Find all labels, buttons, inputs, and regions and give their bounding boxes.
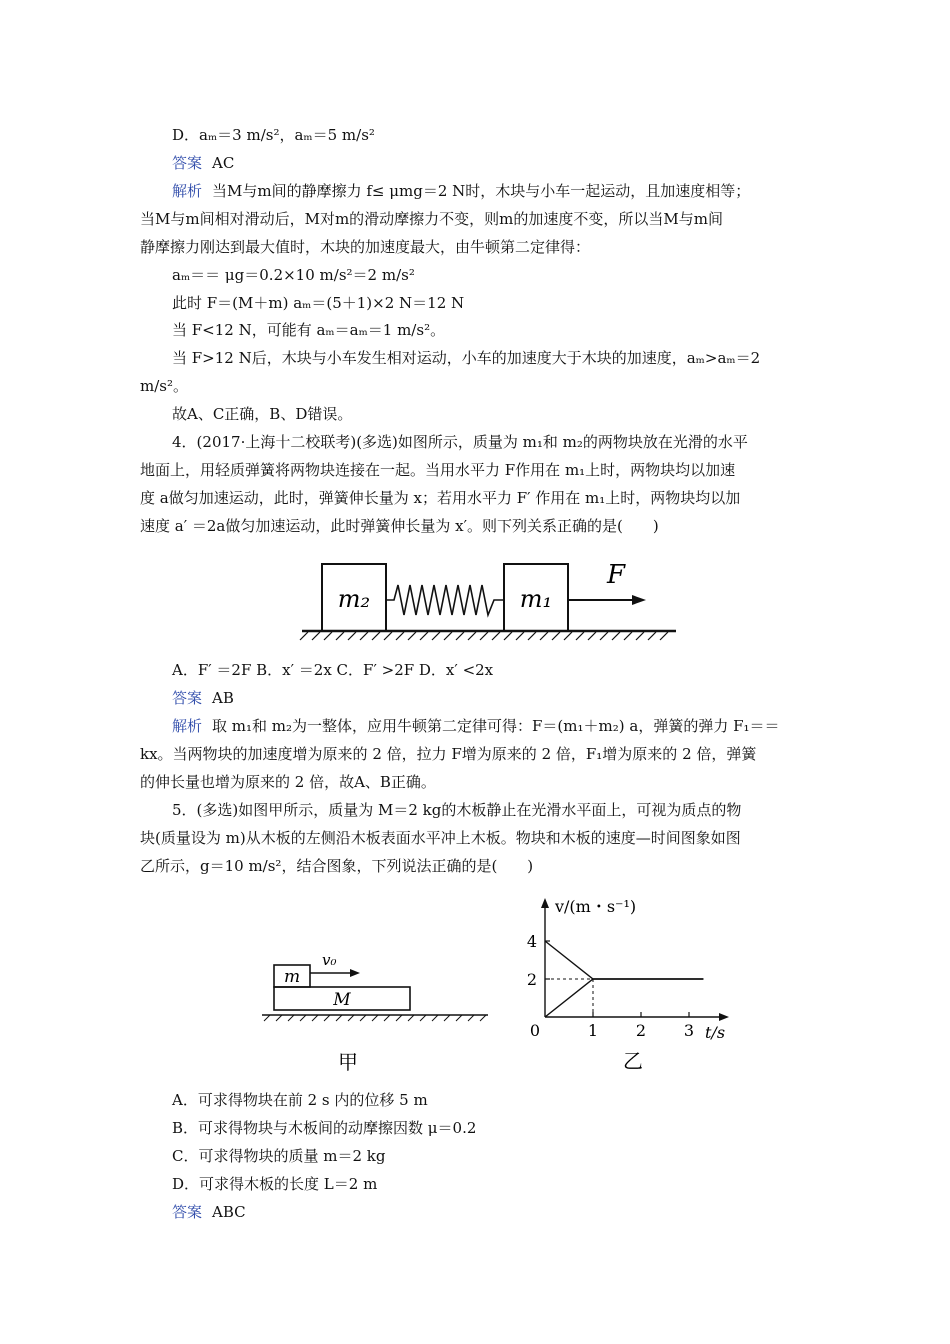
answer-tag: 答案	[172, 689, 203, 707]
y-axis-label: v/(m・s⁻¹)	[555, 897, 637, 916]
answer-tag: 答案	[172, 1203, 203, 1221]
text-line: 乙所示，g＝10 m/s²，结合图象，下列说法正确的是( )	[140, 857, 534, 875]
caption-jia: 甲	[338, 1050, 358, 1074]
answer-value: AB	[212, 689, 234, 707]
text-line: 速度 a′ ＝2a做匀加速运动，此时弹簧伸长量为 x′。则下列关系正确的是( )	[140, 517, 659, 535]
analysis-line	[172, 181, 750, 201]
option-a: A．可求得物块在前 2 s 内的位移 5 m	[172, 1091, 428, 1109]
text-line: 静摩擦力刚达到最大值时，木块的加速度最大，由牛顿第二定律得：	[140, 238, 591, 256]
text-line: 此时 F＝(M＋m) aₘ＝(5＋1)×2 N＝12 N	[172, 294, 465, 312]
question-5-line: 5．(多选)如图甲所示，质量为 M＝2 kg的木板静止在光滑水平面上，可视为质点的物	[172, 801, 742, 819]
text-line: 当 F<12 N，可能有 aₘ＝aₘ＝1 m/s²。	[172, 321, 446, 339]
ground-hatch	[300, 632, 668, 640]
text-line: 当 F>12 N后，木块与小车发生相对运动，小车的加速度大于木块的加速度，aₘ>aₘ＝2	[172, 349, 761, 367]
label-block-m: m	[283, 967, 301, 987]
analysis-text: 当M与m间的静摩擦力 f≤ μmg＝2 N时，木块与小车一起运动，且加速度相等；	[212, 182, 751, 200]
text-line: m/s²。	[140, 377, 188, 395]
answer-line	[172, 153, 234, 173]
option-d-line: D．aₘ＝3 m/s²，aₘ＝5 m/s²	[172, 126, 375, 144]
x-axis-label: t/s	[705, 1023, 726, 1042]
y-tick-label: 2	[526, 970, 537, 989]
text-line: 块(质量设为 m)从木板的左侧沿木板表面水平冲上木板。物块和木板的速度—时间图象如图	[140, 829, 741, 847]
text-line: 地面上，用轻质弹簧将两物块连接在一起。当用水平力 F作用在 m₁上时，两物块均以加速	[140, 461, 736, 479]
board-diagram	[258, 945, 498, 1080]
options-line: A．F′ ＝2F B．x′ ＝2x C．F′ >2F D．x′ <2x	[172, 661, 494, 679]
text-line: 度 a做匀加速运动，此时，弹簧伸长量为 x；若用水平力 F′ 作用在 m₁上时，两物块均以加	[140, 489, 741, 507]
velocity-arrowhead	[350, 969, 360, 977]
question-4-line: 4．(2017·上海十二校联考)(多选)如图所示，质量为 m₁和 m₂的两物块放在光滑的水平	[172, 433, 748, 451]
analysis-line	[172, 716, 780, 736]
text-line: aₘ＝＝ μg＝0.2×10 m/s²＝2 m/s²	[172, 266, 415, 284]
option-b: B．可求得物块与木板间的动摩擦因数 μ＝0.2	[172, 1119, 477, 1137]
text-line: kx。当两物块的加速度增为原来的 2 倍，拉力 F增为原来的 2 倍，F₁增为原来的 2 倍，弹簧	[140, 745, 757, 763]
spring	[386, 585, 504, 615]
analysis-tag: 解析	[172, 182, 203, 200]
origin-label: 0	[529, 1021, 541, 1040]
y-axis-arrowhead	[541, 898, 549, 908]
y-tick-label: 4	[526, 932, 537, 951]
answer-value: AC	[212, 154, 235, 172]
x-tick-label: 1	[587, 1021, 599, 1040]
series-line-2	[545, 979, 703, 1017]
option-c: C．可求得物块的质量 m＝2 kg	[172, 1147, 386, 1165]
caption-yi: 乙	[623, 1049, 643, 1073]
label-m1: m₁	[519, 585, 553, 613]
x-axis-arrowhead	[719, 1013, 729, 1021]
text-line: 的伸长量也增为原来的 2 倍，故A、B正确。	[140, 773, 436, 791]
label-board-M: M	[333, 990, 351, 1010]
x-tick-label: 3	[683, 1021, 695, 1040]
force-arrowhead	[632, 595, 646, 605]
answer-line	[172, 688, 234, 708]
ground-hatch	[264, 1015, 486, 1021]
series-line-1	[545, 941, 703, 979]
label-force: F	[606, 560, 626, 590]
spring-diagram	[298, 545, 688, 645]
option-d: D．可求得木板的长度 L＝2 m	[172, 1175, 378, 1193]
answer-value: ABC	[212, 1203, 246, 1221]
label-m2: m₂	[337, 585, 371, 613]
text-line: 故A、C正确，B、D错误。	[172, 405, 353, 423]
answer-line	[172, 1202, 246, 1222]
analysis-text: 取 m₁和 m₂为一整体，应用牛顿第二定律可得：F＝(m₁＋m₂) a，弹簧的弹力 F₁＝＝	[212, 717, 780, 735]
label-v0: v₀	[322, 951, 337, 969]
answer-tag: 答案	[172, 154, 203, 172]
text-line: 当M与m间相对滑动后，M对m的滑动摩擦力不变，则m的加速度不变，所以当M与m间	[140, 210, 723, 228]
vt-chart	[515, 890, 740, 1080]
analysis-tag: 解析	[172, 717, 203, 735]
x-tick-label: 2	[635, 1021, 647, 1040]
